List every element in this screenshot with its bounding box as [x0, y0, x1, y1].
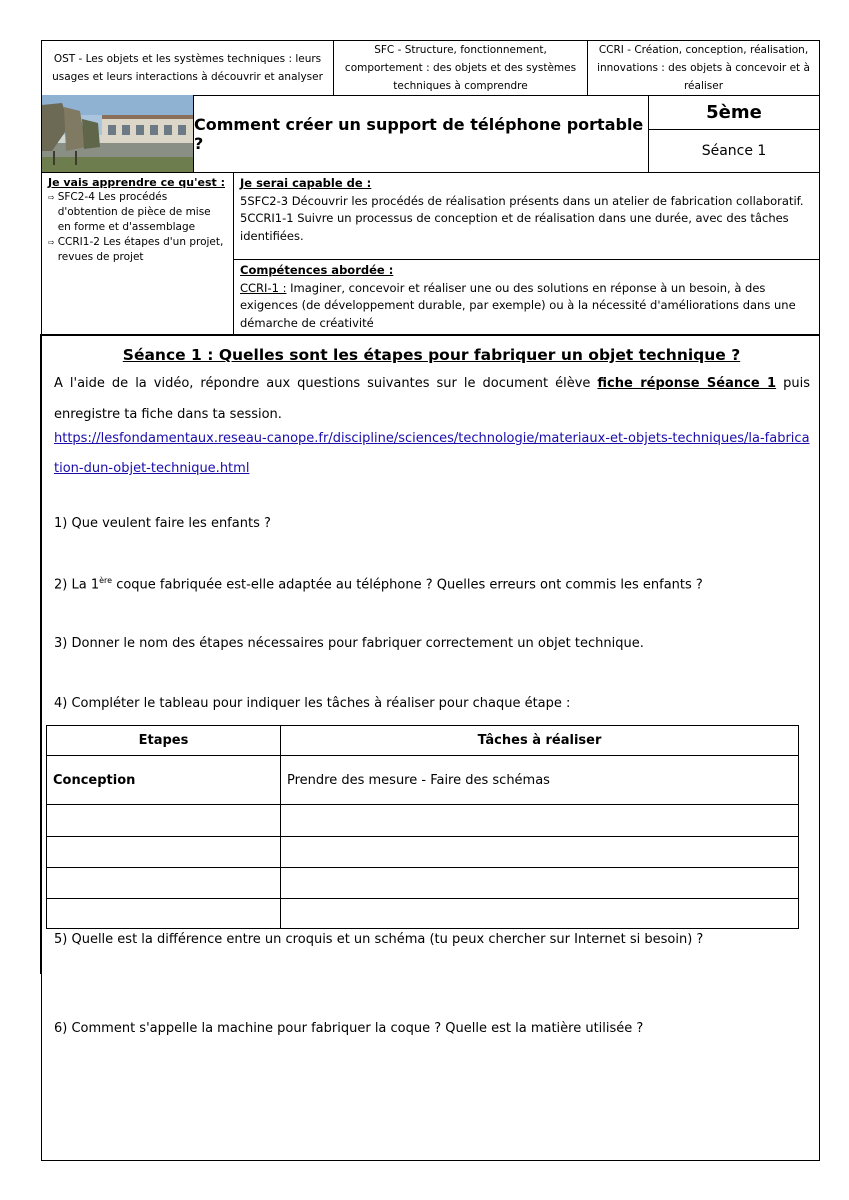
header-tasks: Tâches à réaliser	[281, 726, 799, 756]
capable-line: 5SFC2-3 Découvrir les procédés de réalisation présents dans un atelier de fabrication collaboratif.	[240, 193, 804, 208]
table-row	[47, 837, 799, 868]
title-row	[41, 95, 820, 173]
step-cell[interactable]	[47, 805, 281, 837]
question-5: 5) Quelle est la différence entre un croquis et un schéma (tu peux chercher sur Internet si besoin) ?	[54, 932, 704, 947]
sfc-cell: SFC - Structure, fonctionnement, comportement : des objets et des systèmes techniques à comprendre	[334, 41, 588, 95]
skills-title: Compétences abordée :	[240, 263, 394, 277]
intro-text-end: puis enregistre ta fiche dans ta session.	[54, 376, 810, 422]
page-title: Comment créer un support de téléphone portable ?	[194, 95, 649, 172]
session-section	[41, 334, 820, 1161]
question-4: 4) Compléter le tableau pour indiquer les tâches à réaliser pour chaque étape :	[54, 696, 571, 711]
ost-cell: OST - Les objets et les systèmes techniques : leurs usages et leurs interactions à découvrir et analyser	[42, 41, 334, 95]
response-sheet-ref: fiche réponse Séance 1	[597, 376, 777, 391]
arrow-icon: ⇨	[48, 193, 55, 202]
table-row	[47, 756, 799, 805]
learn-column	[42, 173, 234, 334]
q2-text: 2) La 1	[54, 577, 100, 593]
table-row	[47, 805, 799, 837]
task-cell[interactable]	[281, 899, 799, 929]
skills-description: Imaginer, concevoir et réaliser une ou des solutions en réponse à un besoin, à des exigences (de développement durable, par exemple) ou à la nécessité d'améliorations dans une démarche de créativité	[240, 280, 796, 330]
ccri-cell: CCRI - Création, conception, réalisation, innovations : des objets à concevoir et à réaliser	[597, 44, 810, 92]
step-cell[interactable]: Conception	[47, 756, 281, 805]
learn-item	[48, 190, 227, 235]
task-cell[interactable]	[281, 868, 799, 899]
step-cell[interactable]	[47, 868, 281, 899]
skills-code: CCRI-1 :	[240, 280, 287, 295]
question-6: 6) Comment s'appelle la machine pour fabriquer la coque ? Quelle est la matière utilisée ?	[54, 1021, 644, 1036]
table-row	[47, 899, 799, 929]
school-photo	[42, 95, 194, 172]
learn-item-text: CCRI1-2 Les étapes d'un projet, revues de projet	[57, 236, 224, 263]
session-number: Séance 1	[701, 143, 767, 159]
question-1: 1) Que veulent faire les enfants ?	[54, 516, 271, 531]
step-cell[interactable]	[47, 837, 281, 868]
task-cell[interactable]	[281, 805, 799, 837]
intro-paragraph	[54, 368, 810, 430]
task-cell[interactable]: Prendre des mesure - Faire des schémas	[281, 756, 799, 805]
class-level: 5ème	[649, 95, 819, 130]
session-title: Séance 1 : Quelles sont les étapes pour fabriquer un objet technique ?	[122, 346, 741, 364]
capable-title: Je serai capable de :	[240, 176, 372, 190]
task-cell[interactable]	[281, 837, 799, 868]
capable-line: 5CCRI1-1 Suivre un processus de conception et de réalisation dans une durée, avec des tâches identifiées.	[240, 211, 789, 243]
learn-item-text: SFC2-4 Les procédés d'obtention de pièce de mise en forme et d'assemblage	[57, 191, 211, 233]
intro-text: A l'aide de la vidéo, répondre aux questions suivantes sur le document élève	[54, 376, 598, 391]
learn-item	[48, 235, 227, 265]
table-row	[47, 868, 799, 899]
objectives-section	[41, 173, 820, 335]
steps-table	[46, 725, 799, 929]
school-building-image	[42, 95, 194, 172]
table-header-row	[47, 726, 799, 756]
header-steps: Etapes	[47, 726, 281, 756]
q2-superscript: ère	[99, 576, 113, 585]
capable-block	[234, 173, 819, 260]
arrow-icon: ⇨	[48, 238, 55, 247]
learn-title: Je vais apprendre ce qu'est :	[48, 176, 225, 189]
video-link[interactable]: https://lesfondamentaux.reseau-canope.fr/discipline/sciences/technologie/materiaux-et-objets-techniques/la-fabrication-dun-objet-technique.html	[54, 431, 810, 476]
q2-text-end: coque fabriquée est-elle adaptée au téléphone ? Quelles erreurs ont commis les enfants ?	[112, 577, 703, 593]
skills-block	[234, 260, 819, 334]
step-cell[interactable]	[47, 899, 281, 929]
domain-table	[41, 40, 820, 96]
question-2	[54, 576, 810, 592]
question-3: 3) Donner le nom des étapes nécessaires pour fabriquer correctement un objet technique.	[54, 636, 644, 651]
skills-text	[240, 280, 813, 333]
